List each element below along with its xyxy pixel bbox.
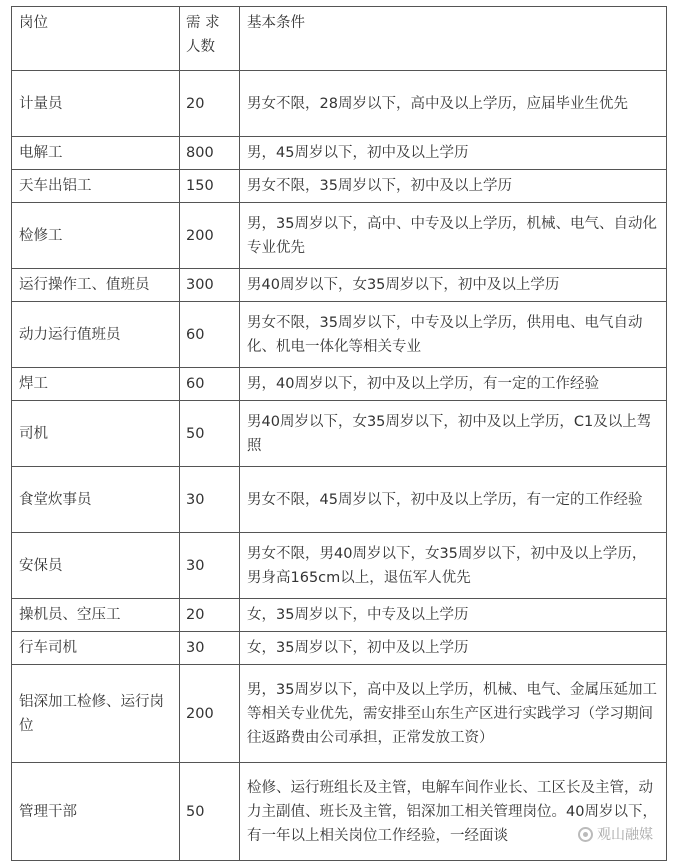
header-count: 需 求 人数 bbox=[180, 7, 240, 71]
cell-count: 50 bbox=[180, 763, 240, 861]
table-row bbox=[12, 368, 667, 401]
header-requirements: 基本条件 bbox=[240, 7, 667, 71]
cell-position: 焊工 bbox=[12, 368, 180, 401]
cell-position: 食堂炊事员 bbox=[12, 467, 180, 533]
cell-requirements: 女，35周岁以下，初中及以上学历 bbox=[240, 632, 667, 665]
cell-requirements: 男女不限，45周岁以下，初中及以上学历，有一定的工作经验 bbox=[240, 467, 667, 533]
cell-position: 行车司机 bbox=[12, 632, 180, 665]
recruitment-table bbox=[11, 6, 667, 861]
table-row bbox=[12, 137, 667, 170]
cell-count: 800 bbox=[180, 137, 240, 170]
cell-requirements: 男，35周岁以下，高中及以上学历，机械、电气、金属压延加工等相关专业优先，需安排至山东生产区进行实践学习（学习期间往返路费由公司承担，正常发放工资） bbox=[240, 665, 667, 763]
header-position: 岗位 bbox=[12, 7, 180, 71]
cell-position: 电解工 bbox=[12, 137, 180, 170]
cell-count: 60 bbox=[180, 302, 240, 368]
cell-requirements: 男女不限，35周岁以下，中专及以上学历，供用电、电气自动化、机电一体化等相关专业 bbox=[240, 302, 667, 368]
table-row bbox=[12, 599, 667, 632]
cell-requirements: 男女不限，28周岁以下，高中及以上学历，应届毕业生优先 bbox=[240, 71, 667, 137]
cell-position: 运行操作工、值班员 bbox=[12, 269, 180, 302]
cell-requirements: 检修、运行班组长及主管，电解车间作业长、工区长及主管，动力主副值、班长及主管，铝深加工相关管理岗位。40周岁以下，有一年以上相关岗位工作经验，一经面谈 bbox=[240, 763, 667, 861]
cell-count: 30 bbox=[180, 533, 240, 599]
watermark bbox=[578, 824, 653, 844]
cell-position: 安保员 bbox=[12, 533, 180, 599]
wechat-channel-icon bbox=[578, 827, 593, 842]
cell-position: 计量员 bbox=[12, 71, 180, 137]
cell-count: 150 bbox=[180, 170, 240, 203]
cell-requirements: 男女不限，男40周岁以下，女35周岁以下，初中及以上学历，男身高165cm以上，退伍军人优先 bbox=[240, 533, 667, 599]
cell-count: 20 bbox=[180, 71, 240, 137]
table-row bbox=[12, 665, 667, 763]
table-row bbox=[12, 269, 667, 302]
cell-position: 管理干部 bbox=[12, 763, 180, 861]
cell-count: 30 bbox=[180, 632, 240, 665]
cell-requirements: 男女不限，35周岁以下，初中及以上学历 bbox=[240, 170, 667, 203]
cell-position: 天车出铝工 bbox=[12, 170, 180, 203]
table-row bbox=[12, 71, 667, 137]
table-row bbox=[12, 302, 667, 368]
table-row bbox=[12, 763, 667, 861]
cell-count: 200 bbox=[180, 665, 240, 763]
table-row bbox=[12, 203, 667, 269]
table-header-row bbox=[12, 7, 667, 71]
table-row bbox=[12, 533, 667, 599]
cell-requirements: 男40周岁以下，女35周岁以下，初中及以上学历 bbox=[240, 269, 667, 302]
cell-requirements: 女，35周岁以下，中专及以上学历 bbox=[240, 599, 667, 632]
cell-count: 60 bbox=[180, 368, 240, 401]
cell-count: 20 bbox=[180, 599, 240, 632]
cell-count: 50 bbox=[180, 401, 240, 467]
cell-requirements: 男40周岁以下，女35周岁以下，初中及以上学历，C1及以上驾照 bbox=[240, 401, 667, 467]
cell-requirements: 男，40周岁以下，初中及以上学历，有一定的工作经验 bbox=[240, 368, 667, 401]
watermark-text: 观山融媒 bbox=[597, 827, 653, 843]
cell-count: 200 bbox=[180, 203, 240, 269]
cell-position: 司机 bbox=[12, 401, 180, 467]
cell-position: 铝深加工检修、运行岗位 bbox=[12, 665, 180, 763]
cell-count: 300 bbox=[180, 269, 240, 302]
cell-position: 检修工 bbox=[12, 203, 180, 269]
cell-requirements: 男，35周岁以下，高中、中专及以上学历，机械、电气、自动化专业优先 bbox=[240, 203, 667, 269]
table-row bbox=[12, 632, 667, 665]
cell-position: 动力运行值班员 bbox=[12, 302, 180, 368]
table-row bbox=[12, 401, 667, 467]
cell-position: 操机员、空压工 bbox=[12, 599, 180, 632]
table-row bbox=[12, 170, 667, 203]
table-row bbox=[12, 467, 667, 533]
cell-count: 30 bbox=[180, 467, 240, 533]
cell-requirements: 男，45周岁以下，初中及以上学历 bbox=[240, 137, 667, 170]
